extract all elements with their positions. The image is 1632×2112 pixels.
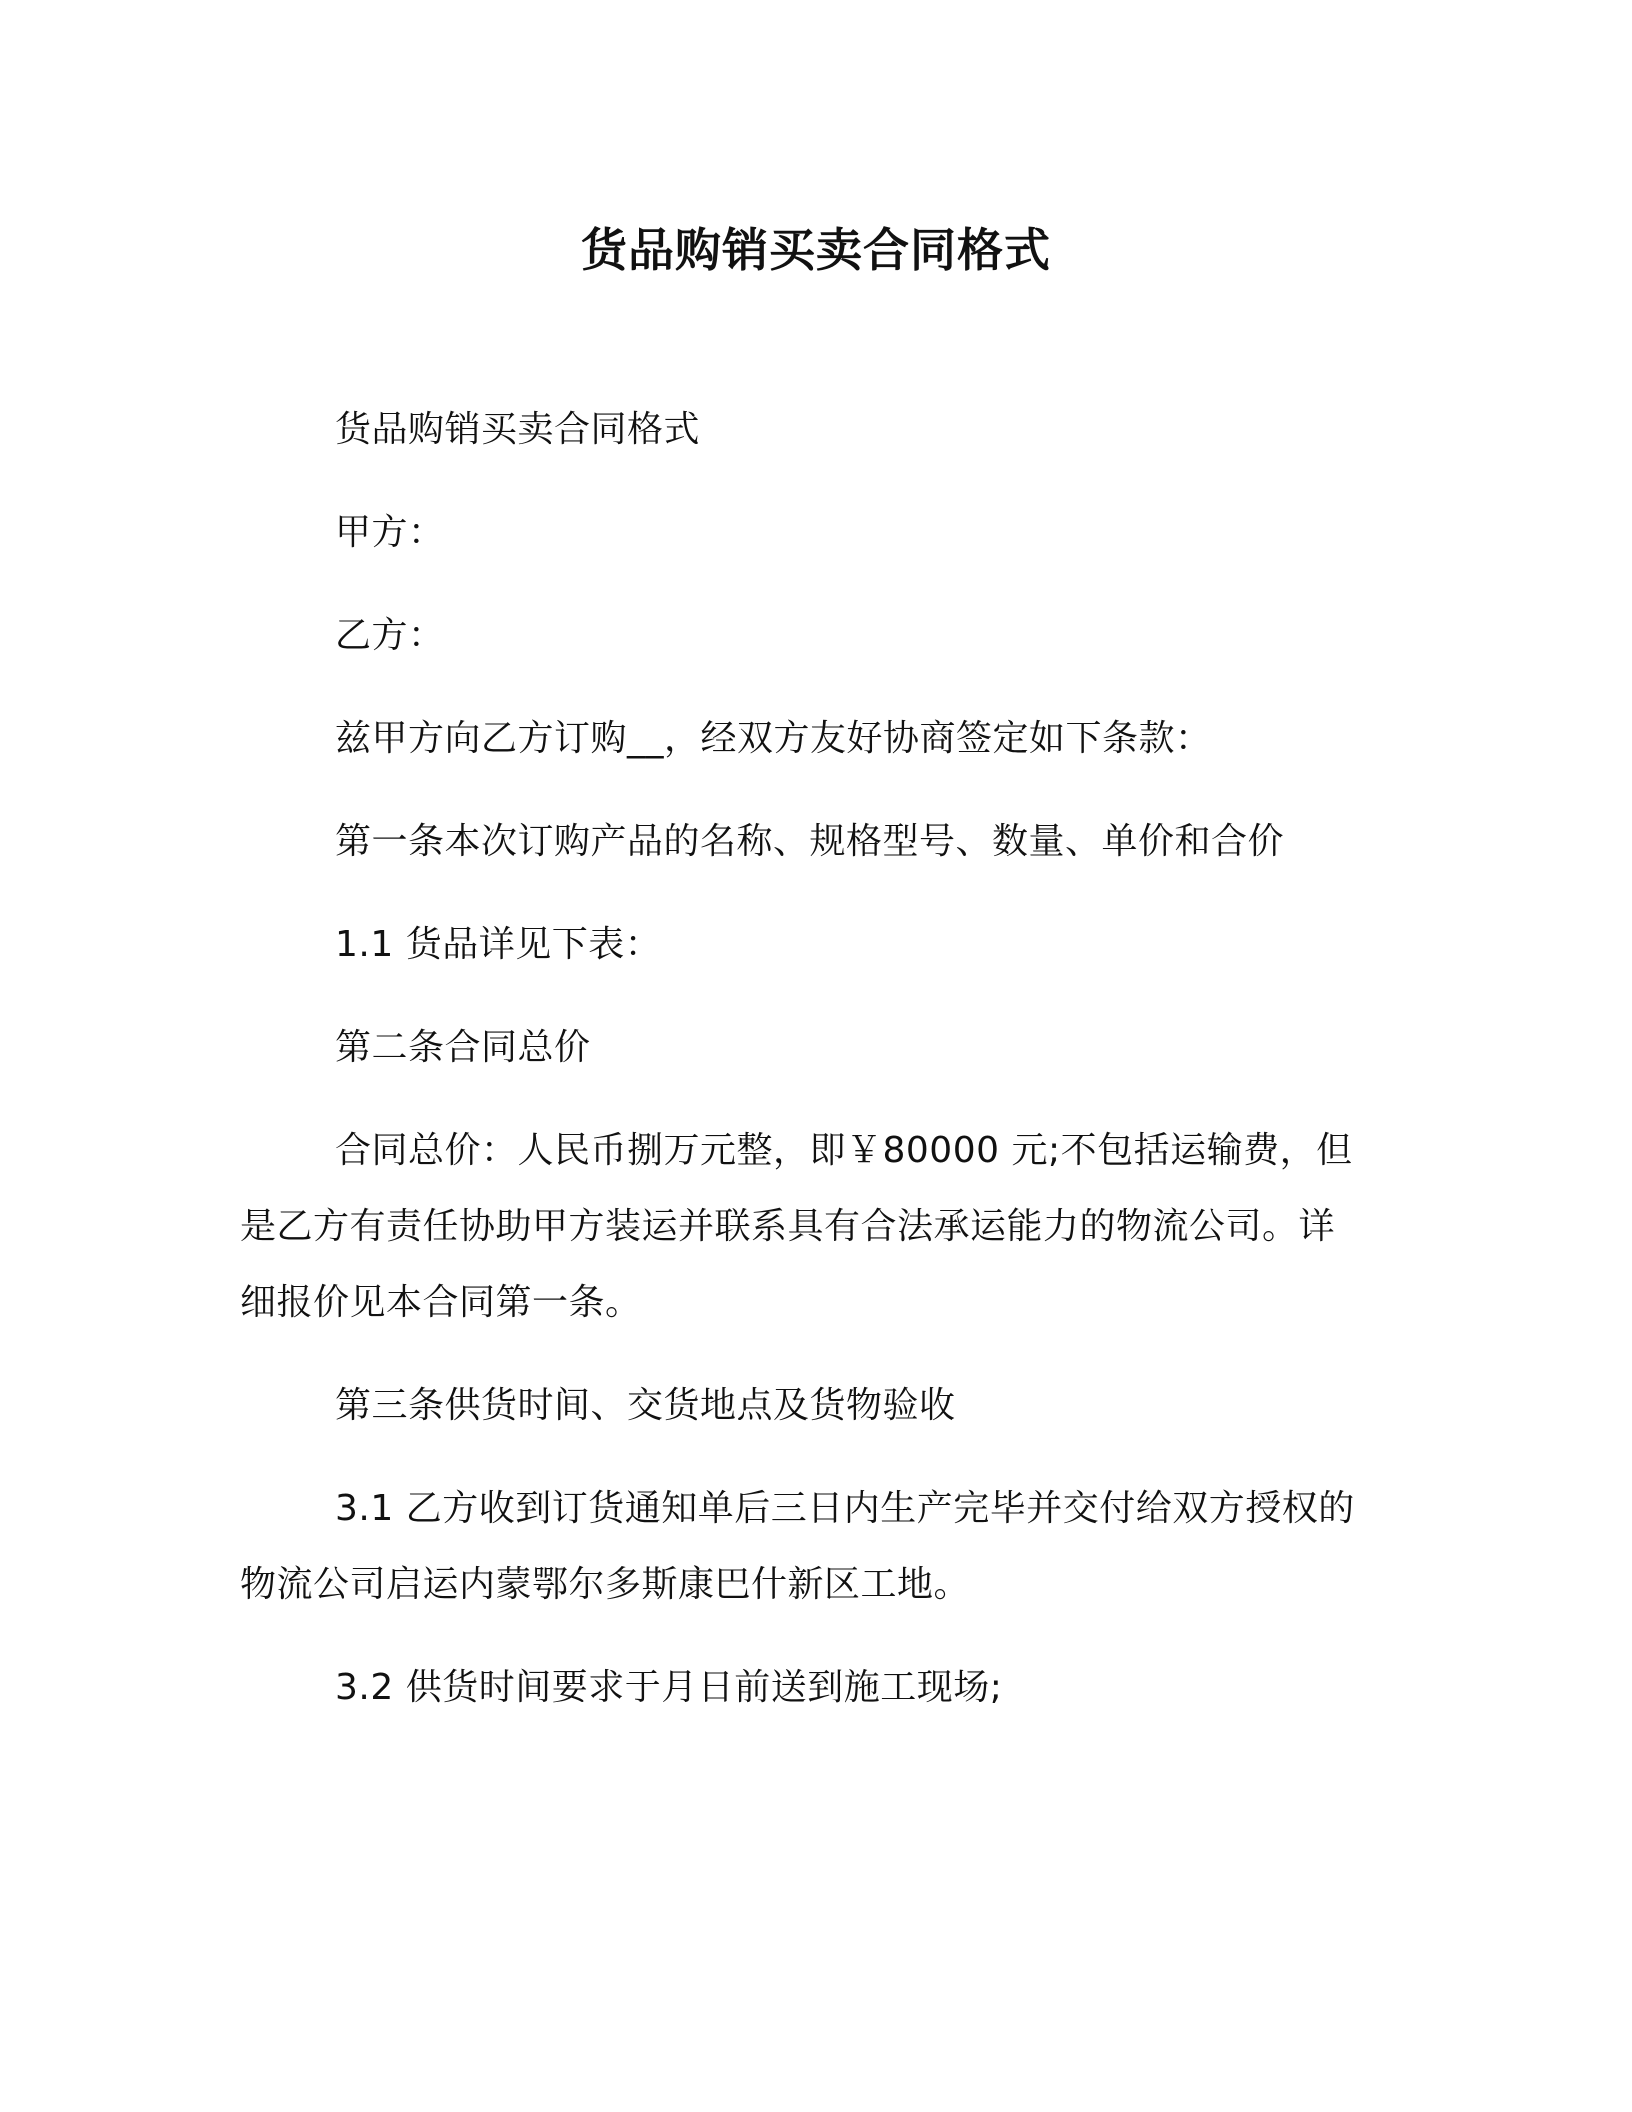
paragraph-heading: 货品购销买卖合同格式 bbox=[335, 409, 701, 450]
document-body bbox=[240, 392, 1370, 1753]
paragraph-3-2: 3.2 供货时间要求于月日前送到施工现场; bbox=[335, 1667, 1003, 1708]
paragraph-article-2: 第二条合同总价 bbox=[335, 1027, 591, 1068]
paragraph-1-1: 1.1 货品详见下表： bbox=[335, 924, 662, 965]
paragraph-article-3: 第三条供货时间、交货地点及货物验收 bbox=[335, 1385, 956, 1426]
paragraph-article-1: 第一条本次订购产品的名称、规格型号、数量、单价和合价 bbox=[335, 821, 1285, 862]
paragraph-total-price: 合同总价：人民币捌万元整，即￥80000 元;不包括运输费，但是乙方有责任协助甲方装运并联系具有合法承运能力的物流公司。详细报价见本合同第一条。 bbox=[240, 1130, 1353, 1323]
document-title: 货品购销买卖合同格式 bbox=[581, 223, 1051, 277]
paragraph-3-1: 3.1 乙方收到订货通知单后三日内生产完毕并交付给双方授权的物流公司启运内蒙鄂尔多斯康巴什新区工地。 bbox=[240, 1488, 1355, 1605]
paragraph-party-b: 乙方： bbox=[335, 615, 445, 656]
paragraph-intro: 兹甲方向乙方订购__，经双方友好协商签定如下条款： bbox=[335, 718, 1212, 759]
paragraph-party-a: 甲方： bbox=[335, 512, 445, 553]
